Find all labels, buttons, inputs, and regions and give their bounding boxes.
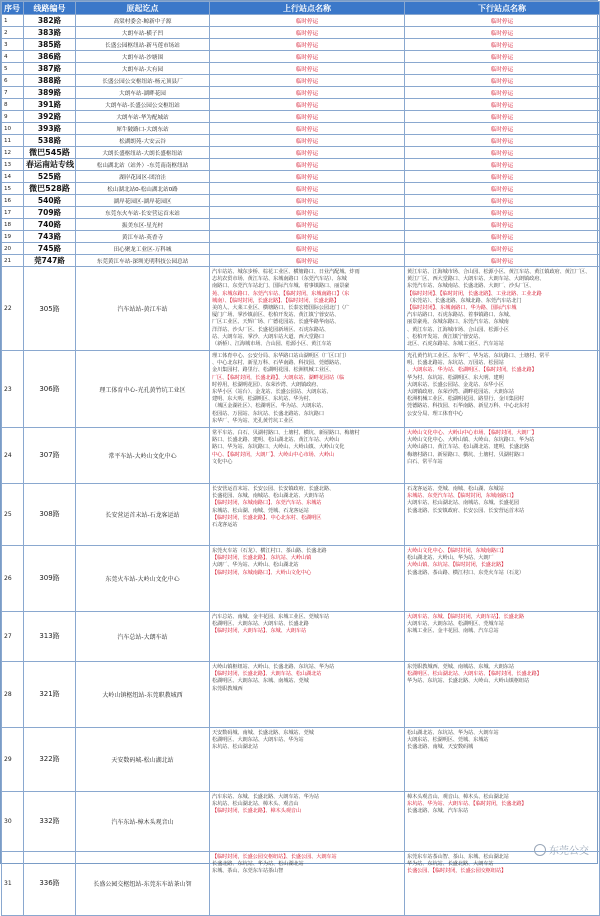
row-index: 30 <box>2 791 24 851</box>
table-row <box>2 171 600 183</box>
up-status: 临时停运 <box>210 51 405 63</box>
route-terminals: 湖岸花园区-湖岸花园区 <box>76 195 210 207</box>
route-number: 538路 <box>24 135 76 147</box>
up-stops <box>210 727 405 791</box>
down-stops <box>405 851 600 915</box>
stop-line: 【临时封闭，长盛北路】、中心北东村、松湖明区 <box>212 514 322 521</box>
route-number: 306路 <box>24 351 76 428</box>
down-status: 临时停运 <box>405 51 600 63</box>
route-number: 332路 <box>24 791 76 851</box>
down-status: 临时停运 <box>405 231 600 243</box>
stop-line: 东莞火车站（石龙）、横江村口、茶山路、长盛北路 <box>212 547 327 554</box>
stop-line: 【临时封闭，大朗车站】、东城、大朗车站 <box>212 628 307 635</box>
stop-line: （东莞站）、长盛北路、东城北路、东莞汽车站北门 <box>407 297 522 304</box>
stop-line: 黄江厂区、西大堂路口、大朗车站、大朗车站、大朗镇政府、 <box>407 276 545 283</box>
table-row <box>2 545 600 611</box>
row-index: 7 <box>2 87 24 99</box>
stop-line: 莞德路站、科技园、石华南路、新星万科、中心北东村 <box>407 403 530 410</box>
stop-line: 大朗东站、长盛公园站、金龙站、东华小区 <box>407 381 504 388</box>
table-row <box>2 207 600 219</box>
table-row <box>2 63 600 75</box>
up-status: 临时停运 <box>210 159 405 171</box>
row-index: 13 <box>2 159 24 171</box>
down-status: 临时停运 <box>405 183 600 195</box>
down-status: 临时停运 <box>405 219 600 231</box>
route-number: 微巴528路 <box>24 183 76 195</box>
stop-line: 明、长盛北路站、东坑站、万园站、松园站 <box>407 360 504 367</box>
row-index: 3 <box>2 39 24 51</box>
table-row <box>2 51 600 63</box>
stop-line: 大岭山文化中心、【临时封闭，东城南路口】 <box>407 547 507 554</box>
stop-line: 大岭山镇、东坑站、【临时封闭，长盛北路】 <box>407 562 507 569</box>
stop-line: 东坑站、松山湖北站 <box>212 744 258 751</box>
up-stops <box>210 351 405 428</box>
table-row <box>2 27 600 39</box>
row-index: 31 <box>2 851 24 915</box>
stop-line: 黄江车站、江海城市场、合山园、松源小区、黄江车站、黄江镇政府、黄江厂区、 <box>407 269 591 275</box>
watermark <box>534 842 589 857</box>
stop-line: 【临时封闭，东城南路口】、东莞汽车站、东城站 <box>212 500 322 507</box>
stop-line: 松湖明区、大朗东站、东城、南城站、莞城 <box>212 678 309 685</box>
stop-line: 长盛北路、长安镇政府、长安公园、长安营运首末站 <box>407 507 525 514</box>
down-stops <box>405 727 600 791</box>
route-number: 微巴545路 <box>24 147 76 159</box>
stop-line: 、黄江车站、江海城市场、合山园、松源小区 <box>407 326 509 333</box>
up-status: 临时停运 <box>210 87 405 99</box>
route-terminals: 振美东区-星光村 <box>76 219 210 231</box>
stop-line: 大朗厂、华为站、大岭山、松山湖北站 <box>212 562 299 569</box>
stop-line: 站、大朗车站、掌沙、大朗车站大道、西大堂路口 <box>212 333 324 340</box>
stop-line: 、大朗东站、华为站、松湖明区、【临时封闭，长盛北路】 <box>407 367 537 374</box>
up-stops <box>210 427 405 483</box>
table-body <box>2 15 600 916</box>
stop-line: 松湖明区、大朗东站、大朗车站、长盛北路 <box>212 621 309 628</box>
row-index: 11 <box>2 135 24 147</box>
stop-line: （新桥）、江海城市场、合山园、松源小区、黄江车站 <box>212 340 332 347</box>
table-row <box>2 15 600 27</box>
down-status: 临时停运 <box>405 255 600 267</box>
route-terminals: 长盛公园公交枢纽站-杨元顶县厂 <box>76 75 210 87</box>
up-status: 临时停运 <box>210 39 405 51</box>
stop-line: 文化中心 <box>212 458 233 465</box>
stop-line: 【临时封闭，长盛北路】、樟木头观音山 <box>212 808 301 815</box>
down-status: 临时停运 <box>405 159 600 171</box>
stop-line: 天安数码城、南城、长盛北路、东城站、莞城 <box>212 729 314 736</box>
up-status: 临时停运 <box>210 171 405 183</box>
table-row <box>2 791 600 851</box>
stop-line: 东华小区（站台）、金龙站、长盛公园站、大朗东站、 <box>212 389 332 395</box>
table-row <box>2 75 600 87</box>
stop-line: 大朗镇政府、东荣沙湾、湖畔花园站、大朗东站 <box>407 389 514 395</box>
stop-line: 东城站、松山湖、南城、莞城、石龙客运站 <box>212 507 309 514</box>
stop-line: 路口、华为站、东坑路口、大岭山、大岭山镇、大岭山文化 <box>212 444 345 451</box>
stop-line: 东华厂、华为站、光孔黄竹坑工业区 <box>212 417 294 424</box>
row-index: 26 <box>2 545 24 611</box>
route-terminals: 犀牛陂路口-大朗东站 <box>76 123 210 135</box>
route-terminals: 大朗车站-华为配城站 <box>76 111 210 123</box>
route-number: 540路 <box>24 195 76 207</box>
stop-line: 汽车总站、南城、金丰花园、东城工业区、莞城车站 <box>212 613 330 620</box>
route-number: 322路 <box>24 727 76 791</box>
stop-line: 松洲机械工业区、松湖明花园、路里行、金川集园村 <box>407 396 525 403</box>
route-terminals: 东莞火车站-大岭山文化中心 <box>76 545 210 611</box>
route-terminals: 松山湖北站0-松山湖北站0路 <box>76 183 210 195</box>
table-row <box>2 427 600 483</box>
route-terminals: 长盛公园交枢纽站-东莞东车站茶山智 <box>76 851 210 915</box>
up-status: 临时停运 <box>210 63 405 75</box>
route-number: 388路 <box>24 75 76 87</box>
row-index: 14 <box>2 171 24 183</box>
route-terminals: 大朗车站-长盛公园公交枢纽站 <box>76 99 210 111</box>
route-number: 740路 <box>24 219 76 231</box>
up-stops <box>210 483 405 545</box>
stop-line: 东城、茶山、东莞东车站茶山智 <box>212 868 284 875</box>
stop-line: 汽车东站、东城、长盛北路、大朗车站、华为站 <box>212 793 319 800</box>
table-row <box>2 851 600 915</box>
stop-line: 丽景豪苑、东城东路口、东莞汽车站、东城南 <box>407 319 509 326</box>
table-row <box>2 351 600 428</box>
table-row <box>2 123 600 135</box>
stop-line: 【临时封闭】、【临时封闭，长盛北路】、工业北路、工业北路 <box>407 290 542 297</box>
route-terminals: 汽车站站-黄江车站 <box>76 267 210 351</box>
header-terminals: 原起讫点 <box>76 2 210 15</box>
down-status: 临时停运 <box>405 39 600 51</box>
table-row <box>2 611 600 661</box>
route-terminals: 大朗车站-湖畔花园 <box>76 87 210 99</box>
stop-line: 华为站、东坑站、长盛北路、大岭山、大岭山镇枢纽站 <box>407 678 530 685</box>
route-number: 313路 <box>24 611 76 661</box>
stop-line: 大岭山镇枢纽站、大岭山、长盛北路、东坑站、华为站 <box>212 663 335 670</box>
up-stops <box>210 545 405 611</box>
up-status: 临时停运 <box>210 123 405 135</box>
route-number: 389路 <box>24 87 76 99</box>
row-index: 9 <box>2 111 24 123</box>
row-index: 1 <box>2 15 24 27</box>
row-index: 2 <box>2 27 24 39</box>
row-index: 16 <box>2 195 24 207</box>
stop-line: 白石、常平车站 <box>407 458 443 465</box>
stop-line: 常平车站、白石、贝湖村路口、土塘村、横坑、新屋路口、梅塘村 <box>212 429 360 436</box>
up-status: 临时停运 <box>210 231 405 243</box>
route-terminals: 汽车东站-樟木头观音山 <box>76 791 210 851</box>
stop-line: 志坑农贸市场、黄江车站、东城南路口（东莞汽车站）、东城 <box>212 276 347 283</box>
table-row <box>2 111 600 123</box>
stop-line: 厦门广场、掌沙镇前区、松柏开发站、黄江镇宁蓉安站、 <box>212 312 340 319</box>
table-row <box>2 87 600 99</box>
stop-line: （城区金湖社区）、松湖明区、华为站、大朗东站、 <box>212 403 327 410</box>
down-stops <box>405 483 600 545</box>
stop-line: 时停用，松湖明花园）、东荣沙湾、大朗镇政府、 <box>212 381 322 388</box>
row-index: 4 <box>2 51 24 63</box>
down-stops <box>405 545 600 611</box>
stop-line: 长盛北路、东城、汽车东站 <box>407 808 469 815</box>
up-stops <box>210 611 405 661</box>
route-terminals: 大朗长盛枢纽站-大朗长盛枢纽站 <box>76 147 210 159</box>
stop-line: 大朗车站、大朗东站、松湖明区、莞城车站 <box>407 621 504 628</box>
down-status: 临时停运 <box>405 27 600 39</box>
route-terminals: 松湖朗苑-大安云谷 <box>76 135 210 147</box>
route-number: 309路 <box>24 545 76 611</box>
stop-line: 、松柏开发站、黄江镇宁蓉安站、 <box>407 333 484 340</box>
stop-line: 东莞职教城西 <box>212 685 243 692</box>
route-number: 385路 <box>24 39 76 51</box>
down-status: 临时停运 <box>405 207 600 219</box>
stop-line: 长盛北路、茶山路、横江村口、东莞火车站（石龙） <box>407 569 525 576</box>
route-number: 743路 <box>24 231 76 243</box>
route-terminals: 天安数码城-松山湖北站 <box>76 727 210 791</box>
stop-line: 城南）、【临时封闭，长盛北路】、【临时封闭，长盛北路】 <box>212 297 339 304</box>
row-index: 22 <box>2 267 24 351</box>
table-row <box>2 243 600 255</box>
stop-line: 建明、东大明、松湖明区、东坑站、华为村、 <box>212 396 314 403</box>
route-table <box>1 1 600 916</box>
up-status: 临时停运 <box>210 243 405 255</box>
stop-line: 理工体育中心、公安分局、东华路口站山湖明区（厂区口门） <box>212 353 350 360</box>
row-index: 8 <box>2 99 24 111</box>
down-status: 临时停运 <box>405 99 600 111</box>
table-row <box>2 255 600 267</box>
stop-line: 【临时封闭，长盛公园交枢纽站】、长盛公园、大朗车站 <box>212 853 337 860</box>
stop-line: 长盛北路、东坑站、华为站、松山湖北站 <box>212 861 304 868</box>
up-stops <box>210 851 405 915</box>
stop-line: 金川集园村、路里行、松湖明花园、松洲机械工业区、 <box>212 367 335 374</box>
up-status: 临时停运 <box>210 15 405 27</box>
up-status: 临时停运 <box>210 183 405 195</box>
row-index: 24 <box>2 427 24 483</box>
header-idx: 序号 <box>2 2 24 15</box>
stop-line: 大朗车站、东城、【临时封闭，大朗车站】、长盛北路 <box>407 613 524 620</box>
table-row <box>2 195 600 207</box>
row-index: 23 <box>2 351 24 428</box>
down-status: 临时停运 <box>405 243 600 255</box>
route-terminals: 黄江车站-英香寺 <box>76 231 210 243</box>
route-number: 386路 <box>24 51 76 63</box>
header-down: 下行站点名称 <box>405 2 600 15</box>
down-stops <box>405 351 600 428</box>
watermark-logo-icon <box>534 844 546 856</box>
stop-line: 樟木头观音山、观音山、樟木头、松山湖北站 <box>407 793 509 800</box>
route-terminals: 常平车站-大岭山文化中心 <box>76 427 210 483</box>
stop-line: 大朗车站、松山湖北站、南城站、东城、长盛花园 <box>407 500 519 507</box>
stop-line: 【临时封闭，东城南路口】、大岭山文化中心 <box>212 569 312 576</box>
route-number: 392路 <box>24 111 76 123</box>
route-number: 莞747路 <box>24 255 76 267</box>
row-index: 27 <box>2 611 24 661</box>
up-status: 临时停运 <box>210 99 405 111</box>
row-index: 21 <box>2 255 24 267</box>
stop-line: 光孔黄竹坑工业区、东华厂、华为站、东坑路口、土塘村、常平 <box>407 353 550 360</box>
table-row <box>2 661 600 727</box>
stop-line: 东城工业区、金丰花园、南城、汽车总站 <box>407 628 499 635</box>
stop-line: 【临时封闭，长盛北路】、大朗车站、松山湖北站 <box>212 671 322 678</box>
route-number: 525路 <box>24 171 76 183</box>
route-terminals: 大岭山镇枢纽站-东莞职教城西 <box>76 661 210 727</box>
route-number: 336路 <box>24 851 76 915</box>
stop-line: 松园站、万园站、东坑站、长盛北路站、东坑路口 <box>212 410 324 417</box>
table-row <box>2 135 600 147</box>
row-index: 10 <box>2 123 24 135</box>
table-row <box>2 99 600 111</box>
stop-line: 华为村、东坑站、松湖明区、东大明、建明 <box>407 374 504 381</box>
stop-line: 东莞东车站茶山智、茶山、东城、松山湖北站 <box>407 853 509 860</box>
stop-line: 大岭山文化中心、大岭山镇、大岭山、东坑路口、华为站 <box>407 437 535 444</box>
stop-line: 【临时封闭，长盛北路】、东坑站、大岭山镇 <box>212 555 312 562</box>
stop-line: 大朗东站、松湖明区、莞城、东城站 <box>407 737 489 744</box>
down-status: 临时停运 <box>405 147 600 159</box>
route-number: 307路 <box>24 427 76 483</box>
row-index: 28 <box>2 661 24 727</box>
stop-line: 华为站、东坑站、长盛北路、大朗车站 <box>407 861 494 868</box>
down-status: 临时停运 <box>405 123 600 135</box>
up-status: 临时停运 <box>210 111 405 123</box>
up-status: 临时停运 <box>210 219 405 231</box>
up-stops <box>210 791 405 851</box>
up-stops <box>210 661 405 727</box>
route-terminals: 田心聚龙工业区-万科城 <box>76 243 210 255</box>
stop-line: 、中心北东村、新星万科、石华南路、科技园、莞德路站、 <box>212 360 345 367</box>
down-status: 临时停运 <box>405 75 600 87</box>
route-terminals: 东莞黄江车站-深圳光明科技公园总站 <box>76 255 210 267</box>
header-up: 上行站点名称 <box>210 2 405 15</box>
route-number: 305路 <box>24 267 76 351</box>
stop-line: 南路口、东莞汽车站北门、国际汽车城、着事镇路口、丽景豪 <box>212 283 350 290</box>
down-status: 临时停运 <box>405 63 600 75</box>
table-row <box>2 183 600 195</box>
route-number: 393路 <box>24 123 76 135</box>
stop-line: 汽车站路口、石虎东路站、着事镇路口、东城、 <box>407 312 514 319</box>
route-terminals: 理工体育中心-光孔黄竹坑工业区 <box>76 351 210 428</box>
stop-line: 松湖明区、松山湖北站、大朗车站、【临时封闭，长盛北路】 <box>407 671 542 678</box>
down-status: 临时停运 <box>405 195 600 207</box>
route-number: 387路 <box>24 63 76 75</box>
stop-line: 大岭山路口、黄江车站、松山湖北站、建明、长盛北路 <box>407 444 530 451</box>
stop-line: 【临时封闭】、东城南路口、华为路、国际汽车城 <box>407 304 517 311</box>
row-index: 29 <box>2 727 24 791</box>
stop-line: 梅塘村路口、新屋路口、横坑、土塘村、贝湖村路口 <box>407 451 525 458</box>
stop-line: 美的人、大莱工业区、横塘路口、长泰宏德国际公园北门（广 <box>212 304 350 311</box>
up-status: 临时停运 <box>210 75 405 87</box>
stop-line: 东城站、东莞汽车站、【临时封闭，东城南路口】 <box>407 493 517 500</box>
stop-line: 大岭山文化中心、大岭山中心市场、【临时封闭，大朗厂】 <box>407 429 537 436</box>
stop-line: 松山湖北站、大岭山、华为站、大朗厂 <box>407 555 494 562</box>
header-line: 线路编号 <box>24 2 76 15</box>
stop-line: 石龙客运站、莞城、南城、松山湖、东城站 <box>407 485 504 492</box>
stop-line: 公安分局、理工体育中心 <box>407 410 463 417</box>
stop-line: 路口、长盛北路、建明、松山湖北站、黄江车站、大岭山 <box>212 437 340 444</box>
down-stops <box>405 267 600 351</box>
stop-line: 厂区、【临时封闭，长盛北路】、大朗东站、湖畔花园站（临 <box>212 374 345 381</box>
stop-line: 汽车站站、城东步桥、棕花工业区、横塘路口、日业汽配城、炸雨 <box>212 269 360 275</box>
row-index: 12 <box>2 147 24 159</box>
stop-line: 长盛公园、【临时封闭，长盛公园交枢纽站】 <box>407 868 507 875</box>
up-status: 临时停运 <box>210 135 405 147</box>
stop-line: 石龙客运站 <box>212 521 238 528</box>
row-index: 17 <box>2 207 24 219</box>
route-number: 321路 <box>24 661 76 727</box>
row-index: 15 <box>2 183 24 195</box>
stop-line: 松湖明区、大朗东站、大朗车站、华为站 <box>212 737 304 744</box>
stop-line: 东坑站、华为站、大朗车站、【临时封闭，长盛北路】 <box>407 801 527 808</box>
table-row <box>2 483 600 545</box>
down-status: 临时停运 <box>405 135 600 147</box>
up-stops <box>210 267 405 351</box>
route-terminals: 长安营运首末站-石龙客运站 <box>76 483 210 545</box>
down-status: 临时停运 <box>405 111 600 123</box>
table-row <box>2 39 600 51</box>
header-row <box>2 2 600 15</box>
route-terminals: 大朗车站-沙塘围 <box>76 51 210 63</box>
stop-line: 东莞汽车站、东城南站、长盛北路、大朗厂、沙头厂区、 <box>407 283 535 290</box>
row-index: 6 <box>2 75 24 87</box>
up-status: 临时停运 <box>210 27 405 39</box>
down-stops <box>405 611 600 661</box>
route-number: 709路 <box>24 207 76 219</box>
stop-line: 厂区工业区、天辉广场、广德花园站、长盛华路华南站、 <box>212 319 340 326</box>
route-terminals: 汽车总站-大朗车站 <box>76 611 210 661</box>
table-row <box>2 231 600 243</box>
stop-line: 北区、石虎东路站、东城工业区、汽车站站 <box>407 340 504 347</box>
down-status: 临时停运 <box>405 171 600 183</box>
route-number: 382路 <box>24 15 76 27</box>
stop-line: 长盛北路、南城、天安数码城 <box>407 744 474 751</box>
up-status: 临时停运 <box>210 195 405 207</box>
row-index: 18 <box>2 219 24 231</box>
route-number: 308路 <box>24 483 76 545</box>
route-terminals: 长盛公园枢纽站-新马莲市场站 <box>76 39 210 51</box>
stop-line: 苑、东城东路口、东莞汽车站、【临时封闭，东城南路口】（东 <box>212 290 350 297</box>
route-terminals: 大朗车站-横子凹 <box>76 27 210 39</box>
stop-line: 松山湖北站、东坑站、华为站、大朗车站 <box>407 729 499 736</box>
row-index: 20 <box>2 243 24 255</box>
up-status: 临时停运 <box>210 255 405 267</box>
up-status: 临时停运 <box>210 207 405 219</box>
table-row <box>2 147 600 159</box>
down-status: 临时停运 <box>405 87 600 99</box>
route-terminals: 松山湖北站（站外）-东莞南南枢纽站 <box>76 159 210 171</box>
stop-line: 中心、【临时封闭，大朗厂】、大岭山中心市场、大岭山 <box>212 451 334 458</box>
row-index: 25 <box>2 483 24 545</box>
route-number: 383路 <box>24 27 76 39</box>
up-status: 临时停运 <box>210 147 405 159</box>
table-row <box>2 219 600 231</box>
down-stops <box>405 427 600 483</box>
stop-line: 洋洋站、沙头厂区、长盛花园新场区、石虎东路站、 <box>212 326 330 333</box>
route-terminals: 湖岸花园区-团泊洼 <box>76 171 210 183</box>
down-status: 临时停运 <box>405 15 600 27</box>
stop-line: 长安营运首末站、长安公园、长安镇政府、长盛北路、 <box>212 485 335 492</box>
route-number: 391路 <box>24 99 76 111</box>
watermark-text: 东莞公交 <box>549 846 589 857</box>
down-stops <box>405 661 600 727</box>
route-number: 春运南站专线 <box>24 159 76 171</box>
route-terminals: 高棠村委会-鲸新中子源 <box>76 15 210 27</box>
stop-line: 长盛花园、东城、南城站、松山湖北站、大朗车站 <box>212 493 324 500</box>
table-row <box>2 267 600 351</box>
route-terminals: 东莞东火车站-长安营运首末站 <box>76 207 210 219</box>
row-index: 5 <box>2 63 24 75</box>
route-terminals: 大朗车站-大有园 <box>76 63 210 75</box>
stop-line: 东莞职教城西、莞城、南城站、东城、大朗东站 <box>407 663 514 670</box>
table-row <box>2 159 600 171</box>
row-index: 19 <box>2 231 24 243</box>
stop-line: 东坑站、松山湖北站、樟木头、观音山 <box>212 801 299 808</box>
route-number: 745路 <box>24 243 76 255</box>
table-row <box>2 727 600 791</box>
